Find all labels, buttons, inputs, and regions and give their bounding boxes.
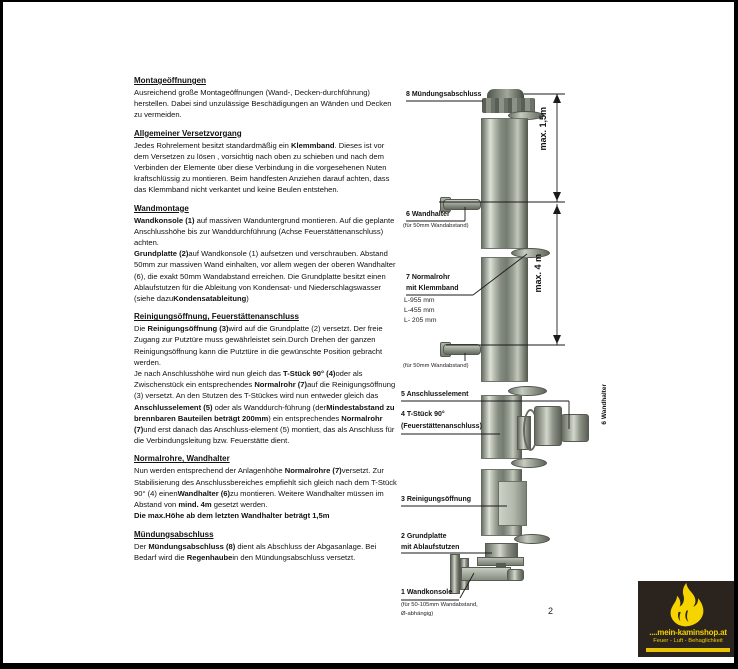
label-part2-line1: 2 Grundplatte bbox=[401, 533, 447, 540]
page-number: 2 bbox=[548, 606, 554, 616]
wall-bracket-2 bbox=[443, 344, 481, 355]
pipe-upper bbox=[481, 118, 528, 249]
label-part7-length-955: L-955 mm bbox=[404, 297, 435, 304]
wandkonsole-plate-1 bbox=[450, 554, 460, 594]
side-label-wandhalter: 6 Wandhalter bbox=[601, 384, 608, 425]
paragraph: Der Mündungsabschluss (8) dient als Abschluss der Abgasanlage. Bei Bedarf wird die Regenhaubein den Mündungsabschluss versetzt. bbox=[134, 541, 377, 562]
label-part7-length-455: L-455 mm bbox=[404, 307, 435, 314]
section bbox=[134, 312, 397, 446]
paragraph: Nun werden entsprechend der Anlagenhöhe Normalrohre (7)versetzt. Zur Stabilisierung des Anschlussbereiches empfiehlt sich gleich nach dem T-Stück 90° (4) einenWandhalter (6)zu montieren. Weitere Wandhalter müssen im Abstand von mind. 4m gesetzt werden. bbox=[134, 466, 397, 510]
section bbox=[134, 76, 397, 121]
wall-bracket-1 bbox=[443, 199, 481, 210]
label-part7-line1: 7 Normalrohr bbox=[406, 274, 450, 281]
section bbox=[134, 204, 397, 305]
pipe-normalrohr bbox=[481, 257, 528, 382]
logo bbox=[638, 581, 734, 657]
label-part6: 6 Wandhalter bbox=[406, 211, 450, 218]
label-part4-line1: 4 T-Stück 90° bbox=[401, 411, 445, 418]
label-part2-line2: mit Ablaufstutzen bbox=[401, 544, 460, 551]
clamp-band-5 bbox=[514, 534, 550, 544]
section-heading: Montageöffnungen bbox=[134, 76, 206, 85]
paragraph: Die Reinigungsöffnung (3)wird auf die Grundplatte (2) versetzt. Der freie Zugang zur Putztüre muss gewährleistet sein.Durch Drehen der ganzen Reinigungsöffnung kann die Putztüre in die gewünschte Position gebracht werden. bbox=[134, 324, 383, 367]
label-part1-sub1: (für 50-105mm Wandabstand, bbox=[401, 602, 478, 608]
label-part6-sub: (für 50mm Wandabstand) bbox=[403, 223, 469, 229]
reinigungsoeffnung-door bbox=[498, 481, 527, 526]
paragraph: Ausreichend große Montageöffnungen (Wand-, Decken-durchführung) herstellen. Dabei sind unzulässige Beschädigungen an Wänden und Decken zu vermeiden. bbox=[134, 88, 392, 120]
section bbox=[134, 129, 397, 196]
paragraph: Die max.Höhe ab dem letzten Wandhalter beträgt 1,5m bbox=[134, 511, 330, 521]
wandkonsole-arm bbox=[461, 567, 511, 581]
section-heading: Reinigungsöffnung, Feuerstättenanschluss bbox=[134, 312, 299, 322]
flame-icon bbox=[666, 583, 710, 627]
label-part7-length-205: L- 205 mm bbox=[404, 317, 437, 324]
paragraph: Grundplatte (2)auf Wandkonsole (1) aufsetzen und verschrauben. Abstand 50mm zur massiven Wand einhalten, vor allem wegen der oberen Wandhalter (6), die exakt 50mm Wandabstand erreichen. Die Grundplatte besitzt einen Ablaufstutzen für die Ableitung von Kondensat- und Niederschlagswasser (siehe dazuKondensatableitung) bbox=[134, 249, 396, 304]
label-part1-sub2: Ø-abhängig) bbox=[401, 611, 434, 617]
paragraph: Je nach Anschlusshöhe wird nun gleich das T-Stück 90° (4)oder als Zwischenstück ein entsprechendes Normalrohr (7)auf die Reinigungsöffnung (3) versetzt. An den Stutzen des T-Stückes wird nun entweder gleich das Anschlusselement (5) oder als Wanddurch-führung (derMindestabstand zu brennbaren Bauteilen beträgt 200mm) ein entsprechendes Normalrohr (7)und erst danach das Anschluss-element (5) montiert, das als Anschluss für die Verbindungsleitung bzw. Feuerstätte dient. bbox=[134, 369, 396, 446]
logo-site-text: ....mein-kaminshop.at bbox=[649, 628, 727, 637]
dimension-max-4m: max. 4 m bbox=[533, 254, 543, 293]
page bbox=[3, 2, 734, 663]
anschlusselement-part bbox=[534, 406, 562, 446]
label-part8: 8 Mündungsabschluss bbox=[406, 91, 482, 98]
label-part3: 3 Reinigungsöffnung bbox=[401, 496, 471, 503]
section-heading: Mündungsabschluss bbox=[134, 529, 214, 539]
clamp-band-4 bbox=[511, 458, 547, 468]
section-heading: Normalrohre, Wandhalter bbox=[134, 454, 230, 464]
section bbox=[134, 530, 397, 563]
section bbox=[134, 454, 397, 521]
dimension-max-1-5m: max. 1,5m bbox=[538, 107, 548, 151]
section-heading: Wandmontage bbox=[134, 203, 189, 213]
text-column bbox=[134, 76, 397, 571]
section-heading: Allgemeiner Versetzvorgang bbox=[134, 128, 242, 138]
wandkonsole-boss bbox=[507, 569, 524, 581]
anschluss-stub bbox=[561, 414, 589, 442]
label-bracket2-sub: (für 50mm Wandabstand) bbox=[403, 363, 469, 369]
label-part7-line2: mit Klemmband bbox=[406, 285, 459, 292]
paragraph: Jedes Rohrelement besitzt standardmäßig ein Klemmband. Dieses ist vor dem Versetzen zu lösen , vorsichtig nach oben zu schieben und nach dem Verbinden der Elemente über diese Verbindung in die vorgesehenen Nuten kraftschlüssig zu montieren. Beim handfesten Anziehen darauf achten, dass das Klemmband nicht verkantet und keine Beulen entstehen. bbox=[134, 140, 390, 195]
logo-tagline: Feuer - Luft - Behaglichkeit bbox=[653, 638, 723, 644]
logo-accent-bar bbox=[646, 648, 730, 652]
label-part4-line2: (Feuerstättenanschluss) bbox=[401, 423, 482, 430]
label-part1: 1 Wandkonsole bbox=[401, 589, 453, 596]
t-stueck-pipe bbox=[481, 395, 522, 459]
label-part5: 5 Anschlusselement bbox=[401, 391, 469, 398]
paragraph: Wandkonsole (1) auf massiven Wanduntergrund montieren. Auf die geplante Anschlusshöhe bis zur Wanddurchführung (Achse Feuerstättenanschluss) achten. bbox=[134, 215, 395, 248]
